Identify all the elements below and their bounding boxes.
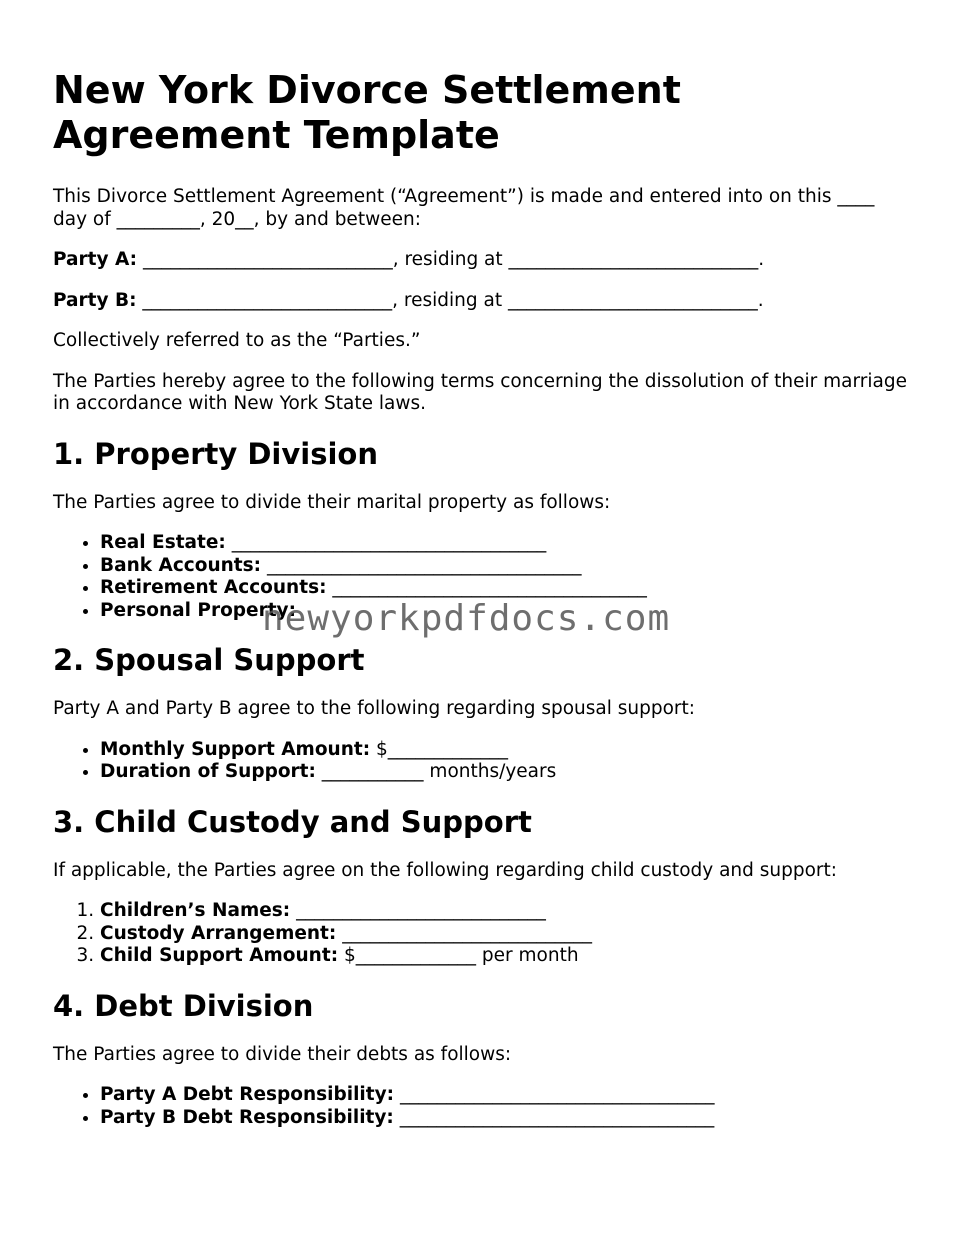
list-item-blank: __________________________________ xyxy=(326,577,647,598)
list-item xyxy=(100,761,913,784)
list-item-label: Real Estate: xyxy=(100,532,226,553)
party-b-blanks: ___________________________, residing at ___________________________. xyxy=(136,289,764,311)
list-item-label: Custody Arrangement: xyxy=(100,922,337,944)
section-heading-custody: 3. Child Custody and Support xyxy=(53,804,532,839)
collective-paragraph: Collectively referred to as the “Parties.” xyxy=(53,330,421,351)
list-item-label: Duration of Support: xyxy=(100,761,316,782)
spousal-intro: Party A and Party B agree to the following regarding spousal support: xyxy=(53,698,696,719)
list-item-blank: __________________________________ xyxy=(261,554,582,576)
list-item-blank: $_____________ xyxy=(370,738,509,760)
custody-intro: If applicable, the Parties agree on the following regarding child custody and support: xyxy=(53,859,838,881)
list-item xyxy=(100,555,913,578)
list-item xyxy=(100,577,913,600)
list-item-blank: ___________________________ xyxy=(290,900,546,921)
intro-paragraph: This Divorce Settlement Agreement (“Agreement”) is made and entered into on this ____ day of _________, 20__, by and between: xyxy=(53,186,875,230)
list-item-label: Child Support Amount: xyxy=(100,945,339,966)
watermark: newyorkpdfdocs.com xyxy=(262,598,671,639)
section-heading-debt: 4. Debt Division xyxy=(53,988,314,1023)
list-item xyxy=(100,1084,913,1107)
list-item-blank: __________________________________ xyxy=(393,1106,715,1128)
list-item-label: Personal Property: xyxy=(100,599,296,621)
list-item-label: Monthly Support Amount: xyxy=(100,738,371,760)
list-item-blank: $_____________ per month xyxy=(338,945,579,966)
list-item xyxy=(100,900,913,923)
list-item-blank: ___________ months/years xyxy=(315,761,557,782)
party-b-line xyxy=(53,290,913,313)
custody-list xyxy=(53,900,913,968)
list-item xyxy=(100,532,913,555)
list-item-blank: ___________________________ xyxy=(336,922,592,944)
section-heading-property: 1. Property Division xyxy=(53,436,378,471)
list-item xyxy=(100,1107,913,1130)
debt-intro: The Parties agree to divide their debts as follows: xyxy=(53,1043,512,1065)
list-item xyxy=(100,739,913,762)
list-item-blank: __________________________________ xyxy=(225,532,547,553)
party-a-line xyxy=(53,249,913,272)
party-a-label: Party A: xyxy=(53,249,138,270)
list-item-label: Retirement Accounts: xyxy=(100,577,327,598)
list-item-label: Children’s Names: xyxy=(100,900,291,921)
spousal-list xyxy=(53,739,913,784)
list-item-label: Party B Debt Responsibility: xyxy=(100,1106,394,1128)
debt-list xyxy=(53,1084,913,1129)
list-item xyxy=(100,923,913,946)
property-intro: The Parties agree to divide their marital property as follows: xyxy=(53,491,611,513)
section-heading-spousal: 2. Spousal Support xyxy=(53,643,365,677)
party-b-label: Party B: xyxy=(53,289,137,311)
list-item-blank: __________________________________ xyxy=(394,1084,715,1105)
party-a-blanks: ___________________________, residing at ___________________________. xyxy=(137,249,765,270)
page-title: New York Divorce Settlement Agreement Template xyxy=(53,68,681,157)
list-item-label: Party A Debt Responsibility: xyxy=(100,1084,395,1105)
agree-terms-paragraph: The Parties hereby agree to the following terms concerning the dissolution of their marriage in accordance with New York State laws. xyxy=(53,370,907,414)
list-item xyxy=(100,945,913,968)
list-item-label: Bank Accounts: xyxy=(100,554,262,576)
